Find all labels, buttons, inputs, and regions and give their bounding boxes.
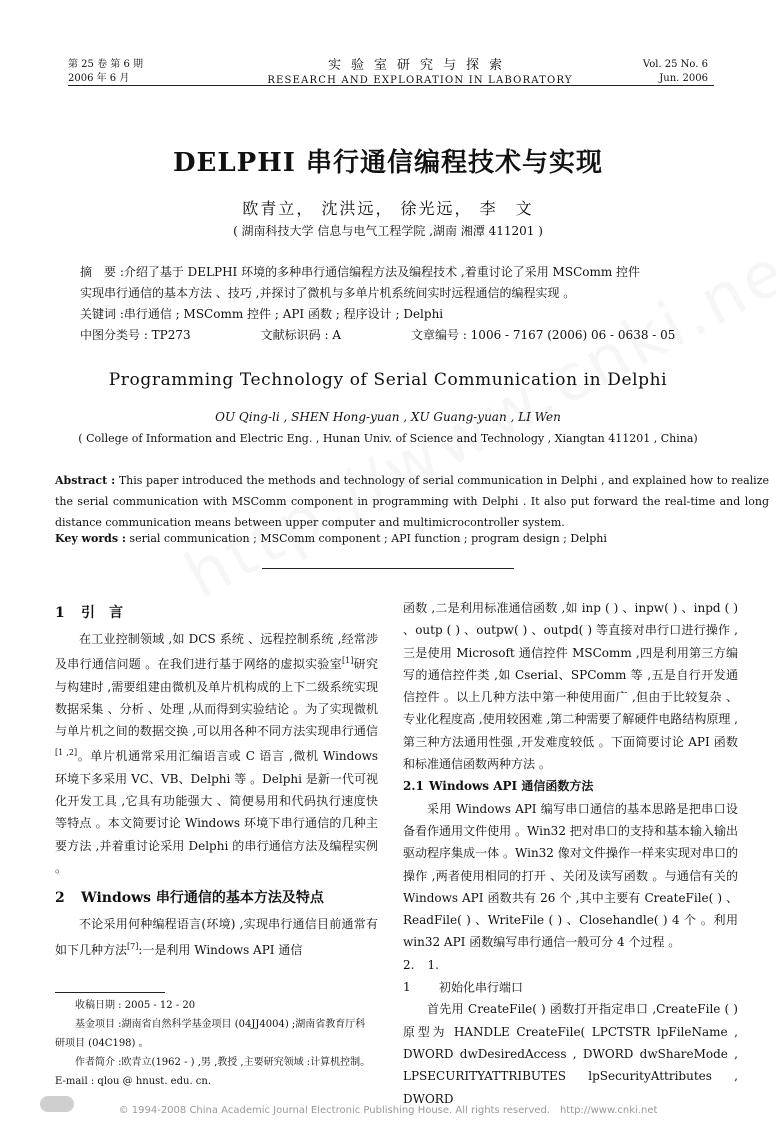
- section-heading-1: [55, 598, 378, 628]
- journal-name-cn: 实验室研究与探索: [327, 58, 512, 73]
- section-title: Windows API 通信函数方法: [429, 779, 594, 794]
- text-run: 不论采用何种编程语言(环境) ,实现串行通信目前通常有如下几种方法: [55, 917, 378, 957]
- text-run: 。单片机通常采用汇编语言或 C 语言 ,微机 Windows 环境下多采用 VC、VB、Delphi 等 。Delphi 是新一代可视化开发工具 ,它具有功能强大 、简便易用和代码执行速度快等特点 。本文简要讨论 Windows 环境下串行通信的几种主要方法 ,并着重讨论采用 Delphi 的串行通信方法及编程实例 。: [55, 749, 379, 875]
- journal-volume-info: [68, 58, 143, 86]
- paragraph: 首先用 CreateFile( ) 函数打开指定串口 ,CreateFile ( ) 原型为 HANDLE CreateFile( LPCTSTR lpFileName , DWORD dwDesiredAccess , DWORD dwShareMode , LPSECURITYATTRIBUTES lpSecurityAttributes , DWORD: [403, 1002, 738, 1106]
- funding: 基金项目 :湖南省自然科学基金项目 (04JJ4004) ;湖南省教育厅科研项目 (04C198) 。: [55, 1019, 366, 1049]
- left-column: [55, 598, 378, 961]
- section-number: 2: [55, 890, 65, 907]
- abstract-line: 实现串行通信的基本方法 、技巧 ,并探讨了微机与多单片机系统间实时远程通信的编程实现 。: [80, 286, 576, 300]
- english-keywords: [55, 532, 769, 545]
- section-number: 2. 1. 1: [403, 957, 439, 995]
- section-title: 初始化串行端口: [439, 980, 524, 995]
- section-number: 1: [55, 605, 65, 621]
- clc-number: 中图分类号 : TP273: [80, 328, 191, 342]
- citation: [1 ,2]: [55, 748, 78, 758]
- right-column: [403, 597, 738, 1110]
- paragraph: [55, 913, 378, 961]
- section-heading-2: [55, 883, 378, 913]
- english-abstract: [55, 470, 769, 533]
- abstract-label: Abstract :: [55, 474, 116, 487]
- citation: [7]: [127, 941, 139, 951]
- text-run: 在工业控制领域 ,如 DCS 系统 、远程控制系统 ,经常涉及串行通信问题 。在我们进行基于网络的虚拟实验室: [55, 632, 378, 672]
- copyright-footer: © 1994-2008 China Academic Journal Electronic Publishing House. All rights reserved. http://www.cnki.net: [118, 1105, 658, 1116]
- author-bio: 作者简介 :欧青立(1962 - ) ,男 ,教授 ,主要研究领域 :计算机控制。E-mail : qlou @ hnust. edu. cn.: [55, 1057, 371, 1087]
- subsection-heading: [403, 775, 738, 797]
- article-number: 文章编号 : 1006 - 7167 (2006) 06 - 0638 - 05: [411, 328, 676, 342]
- section-number: 2.1: [403, 779, 424, 794]
- paragraph: 函数 ,二是利用标准通信函数 ,如 inp ( ) 、inpw( ) 、inpd ( ) 、outp ( ) 、outpw( ) 、outpd( ) 等直接对串行口进行操作 ,三是使用 Microsoft 通信控件 MSComm ,四是利用第三方编写的通信控件类 ,如 Cserial、SPComm 等 ,五是自行开发通信控件 。以上几种方法中第一种使用面广 ,但由于比较复杂 、专业化程度高 ,使用较困难 ,第二种需要了解硬件电路结构原理 ,第三种方法通用性强 ,开发难度较低 。下面简要讨论 API 函数和标准通信函数两种方法 。: [403, 601, 738, 772]
- english-affiliation: ( College of Information and Electric Eng. , Hunan Univ. of Science and Technology , Xiangtan 411201 , China): [78, 432, 698, 445]
- paragraph: [55, 628, 378, 879]
- keywords-cn: 关键词 :串行通信 ; MSComm 控件 ; API 函数 ; 程序设计 ; Delphi: [80, 307, 444, 321]
- journal-name-en: RESEARCH AND EXPLORATION IN LABORATORY: [267, 75, 573, 86]
- header-rule: [68, 85, 714, 86]
- date-en: Jun. 2006: [659, 73, 708, 84]
- abstract-cn: [80, 262, 720, 346]
- classification-row: [80, 325, 720, 346]
- text-run: :一是利用 Windows API 通信: [138, 942, 303, 957]
- volume-issue: 第 25 卷 第 6 期: [68, 59, 143, 70]
- paragraph: 采用 Windows API 编写串口通信的基本思路是把串口设备看作通用文件使用 。Win32 把对串口的支持和基本输入输出驱动程序集成一体 。Win32 像对文件操作一样来实现对串口的操作 ,两者使用相同的打开 、关闭及读写函数 。与通信有关的 Windows API 函数共有 26 个 ,其中主要有 CreateFile( ) 、ReadFile( ) 、WriteFile ( ) 、Closehandle( ) 4 个 。利用 win32 API 函数编写串行通信一般可分 4 个过程 。: [403, 801, 738, 950]
- keywords-label: Key words :: [55, 532, 126, 545]
- doc-code: 文献标识码 : A: [260, 328, 341, 342]
- issue-date: 2006 年 6 月: [68, 73, 130, 84]
- author-list: 欧青立， 沈洪远， 徐光远， 李 文: [242, 199, 534, 218]
- keywords-text: serial communication ; MSComm component ; API function ; program design ; Delphi: [129, 532, 607, 545]
- footnotes: [55, 996, 375, 1091]
- journal-name: [260, 54, 580, 86]
- paper-title: DELPHI 串行通信编程技术与实现: [173, 148, 603, 178]
- english-authors: OU Qing-li , SHEN Hong-yuan , XU Guang-yuan , LI Wen: [215, 410, 561, 424]
- footnote-rule: [55, 992, 165, 993]
- section-title: 引 言: [81, 605, 123, 621]
- subsubsection-heading: [403, 954, 738, 999]
- abstract-line: 摘 要 :介绍了基于 DELPHI 环境的多种串行通信编程方法及编程技术 ,着重讨论了采用 MSComm 控件: [80, 265, 641, 279]
- abstract-text: This paper introduced the methods and technology of serial communication in Delphi , and explained how to realize the serial communication with MSComm component in programming with Delphi . It also put forward the real-time and long distance communication means between upper computer and multimicrocontroller system.: [55, 474, 770, 529]
- citation: [1]: [342, 656, 354, 666]
- abstract-separator: [262, 568, 514, 569]
- volume-en: Vol. 25 No. 6: [642, 59, 708, 70]
- journal-volume-en: [643, 58, 708, 86]
- received-date: 收稿日期 : 2005 - 12 - 20: [75, 1000, 196, 1011]
- text-run: 研究与构建时 ,需要组建由微机及单片机构成的上下二级系统实现数据采集 、分析 、处理 ,从而得到实验结论 。为了实现微机与单片机之间的数据交换 ,可以用各种不同方法实现串行通信: [55, 657, 378, 739]
- english-title: Programming Technology of Serial Communication in Delphi: [108, 370, 668, 390]
- section-title: Windows 串行通信的基本方法及特点: [81, 890, 324, 907]
- affiliation: ( 湖南科技大学 信息与电气工程学院 ,湖南 湘潭 411201 ): [233, 224, 543, 238]
